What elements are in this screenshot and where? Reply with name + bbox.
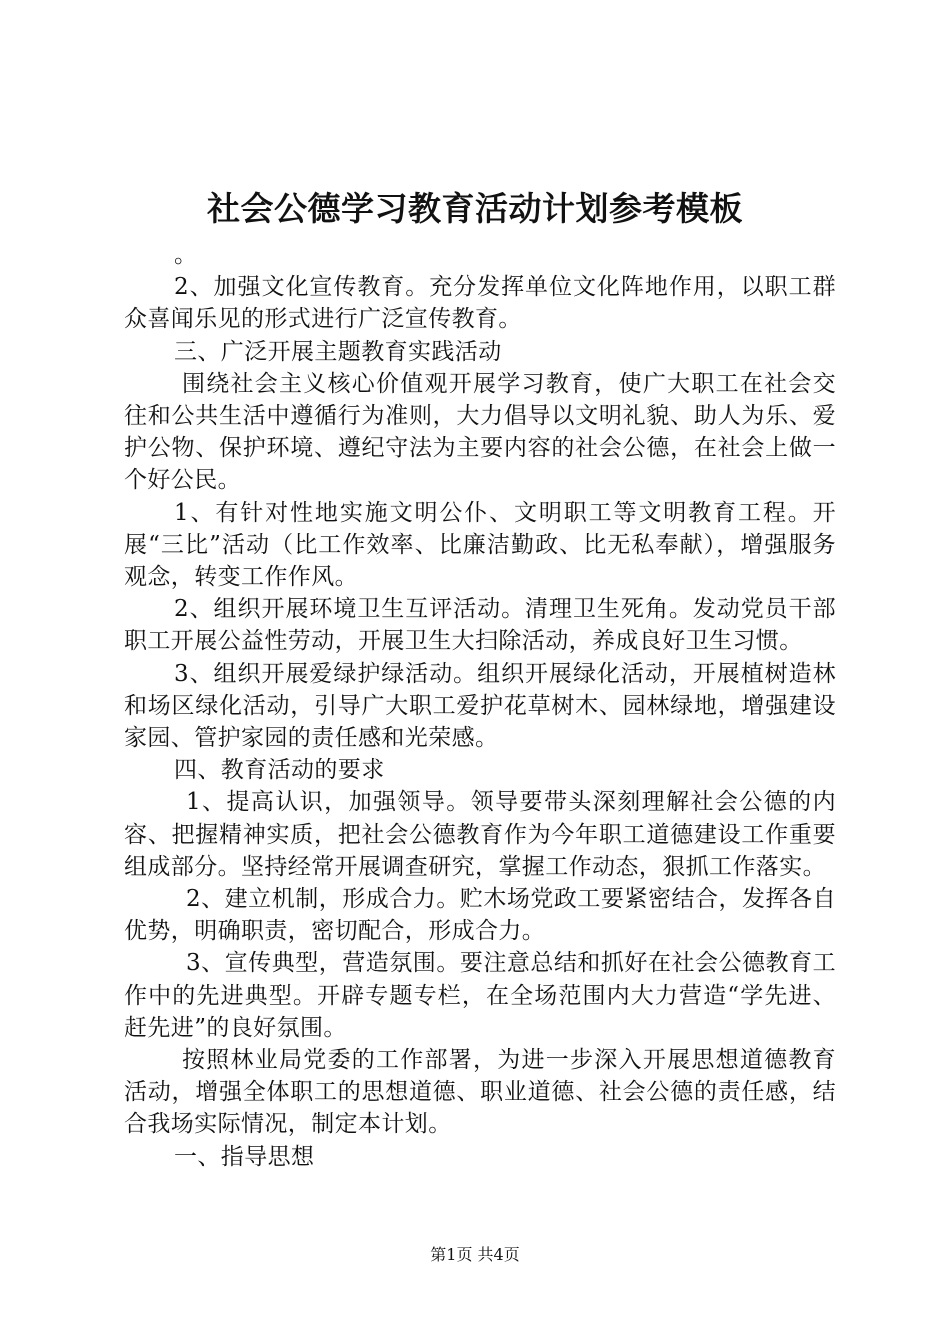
heading-section-one: 一、指导思想 — [174, 1143, 315, 1170]
document-body — [124, 239, 836, 1173]
paragraph-item-sanitation: 2、组织开展环境卫生互评活动。清理卫生死角。发动党员干部职工开展公益性劳动，开展卫生大扫除活动，养成良好卫生习惯。 — [124, 596, 836, 655]
heading-section-three: 三、广泛开展主题教育实践活动 — [174, 338, 502, 365]
paragraph-requirement-publicity: 3、宣传典型，营造氛围。要注意总结和抓好在社会公德教育工作中的先进典型。开辟专题专栏，在全场范围内大力营造“学先进、赶先进”的良好氛围。 — [124, 950, 836, 1041]
paragraph-requirement-awareness: 1、提高认识，加强领导。领导要带头深刻理解社会公德的内容、把握精神实质，把社会公德教育作为今年职工道德建设工作重要组成部分。坚持经常开展调查研究，掌握工作动态，狠抓工作落实。 — [124, 789, 836, 880]
paragraph-item-civilized-service: 1、有针对性地实施文明公仆、文明职工等文明教育工程。开展“三比”活动（比工作效率、比廉洁勤政、比无私奉献），增强服务观念，转变工作作风。 — [124, 499, 836, 591]
paragraph-fragment: 。 — [174, 242, 198, 268]
paragraph-culture-promotion: 2、加强文化宣传教育。充分发挥单位文化阵地作用，以职工群众喜闻乐见的形式进行广泛宣传教育。 — [124, 274, 836, 333]
paragraph-plan-intro: 按照林业局党委的工作部署，为进一步深入开展思想道德教育活动，增强全体职工的思想道德、职业道德、社会公德的责任感，结合我场实际情况，制定本计划。 — [124, 1047, 836, 1138]
paragraph-requirement-mechanism: 2、建立机制，形成合力。贮木场党政工要紧密结合，发挥各自优势，明确职责，密切配合，形成合力。 — [124, 886, 836, 945]
page-number: 第1页 共4页 — [430, 1245, 520, 1264]
paragraph-item-greening: 3、组织开展爱绿护绿活动。组织开展绿化活动，开展植树造林和场区绿化活动，引导广大职工爱护花草树木、园林绿地，增强建设家园、管护家园的责任感和光荣感。 — [124, 660, 836, 752]
heading-section-four: 四、教育活动的要求 — [174, 757, 385, 784]
paragraph-core-values: 围绕社会主义核心价值观开展学习教育，使广大职工在社会交往和公共生活中遵循行为准则，大力倡导以文明礼貌、助人为乐、爱护公物、保护环境、遵纪守法为主要内容的社会公德，在社会上做一个好公民。 — [124, 370, 836, 494]
document-title: 社会公德学习教育活动计划参考模板 — [207, 189, 743, 228]
